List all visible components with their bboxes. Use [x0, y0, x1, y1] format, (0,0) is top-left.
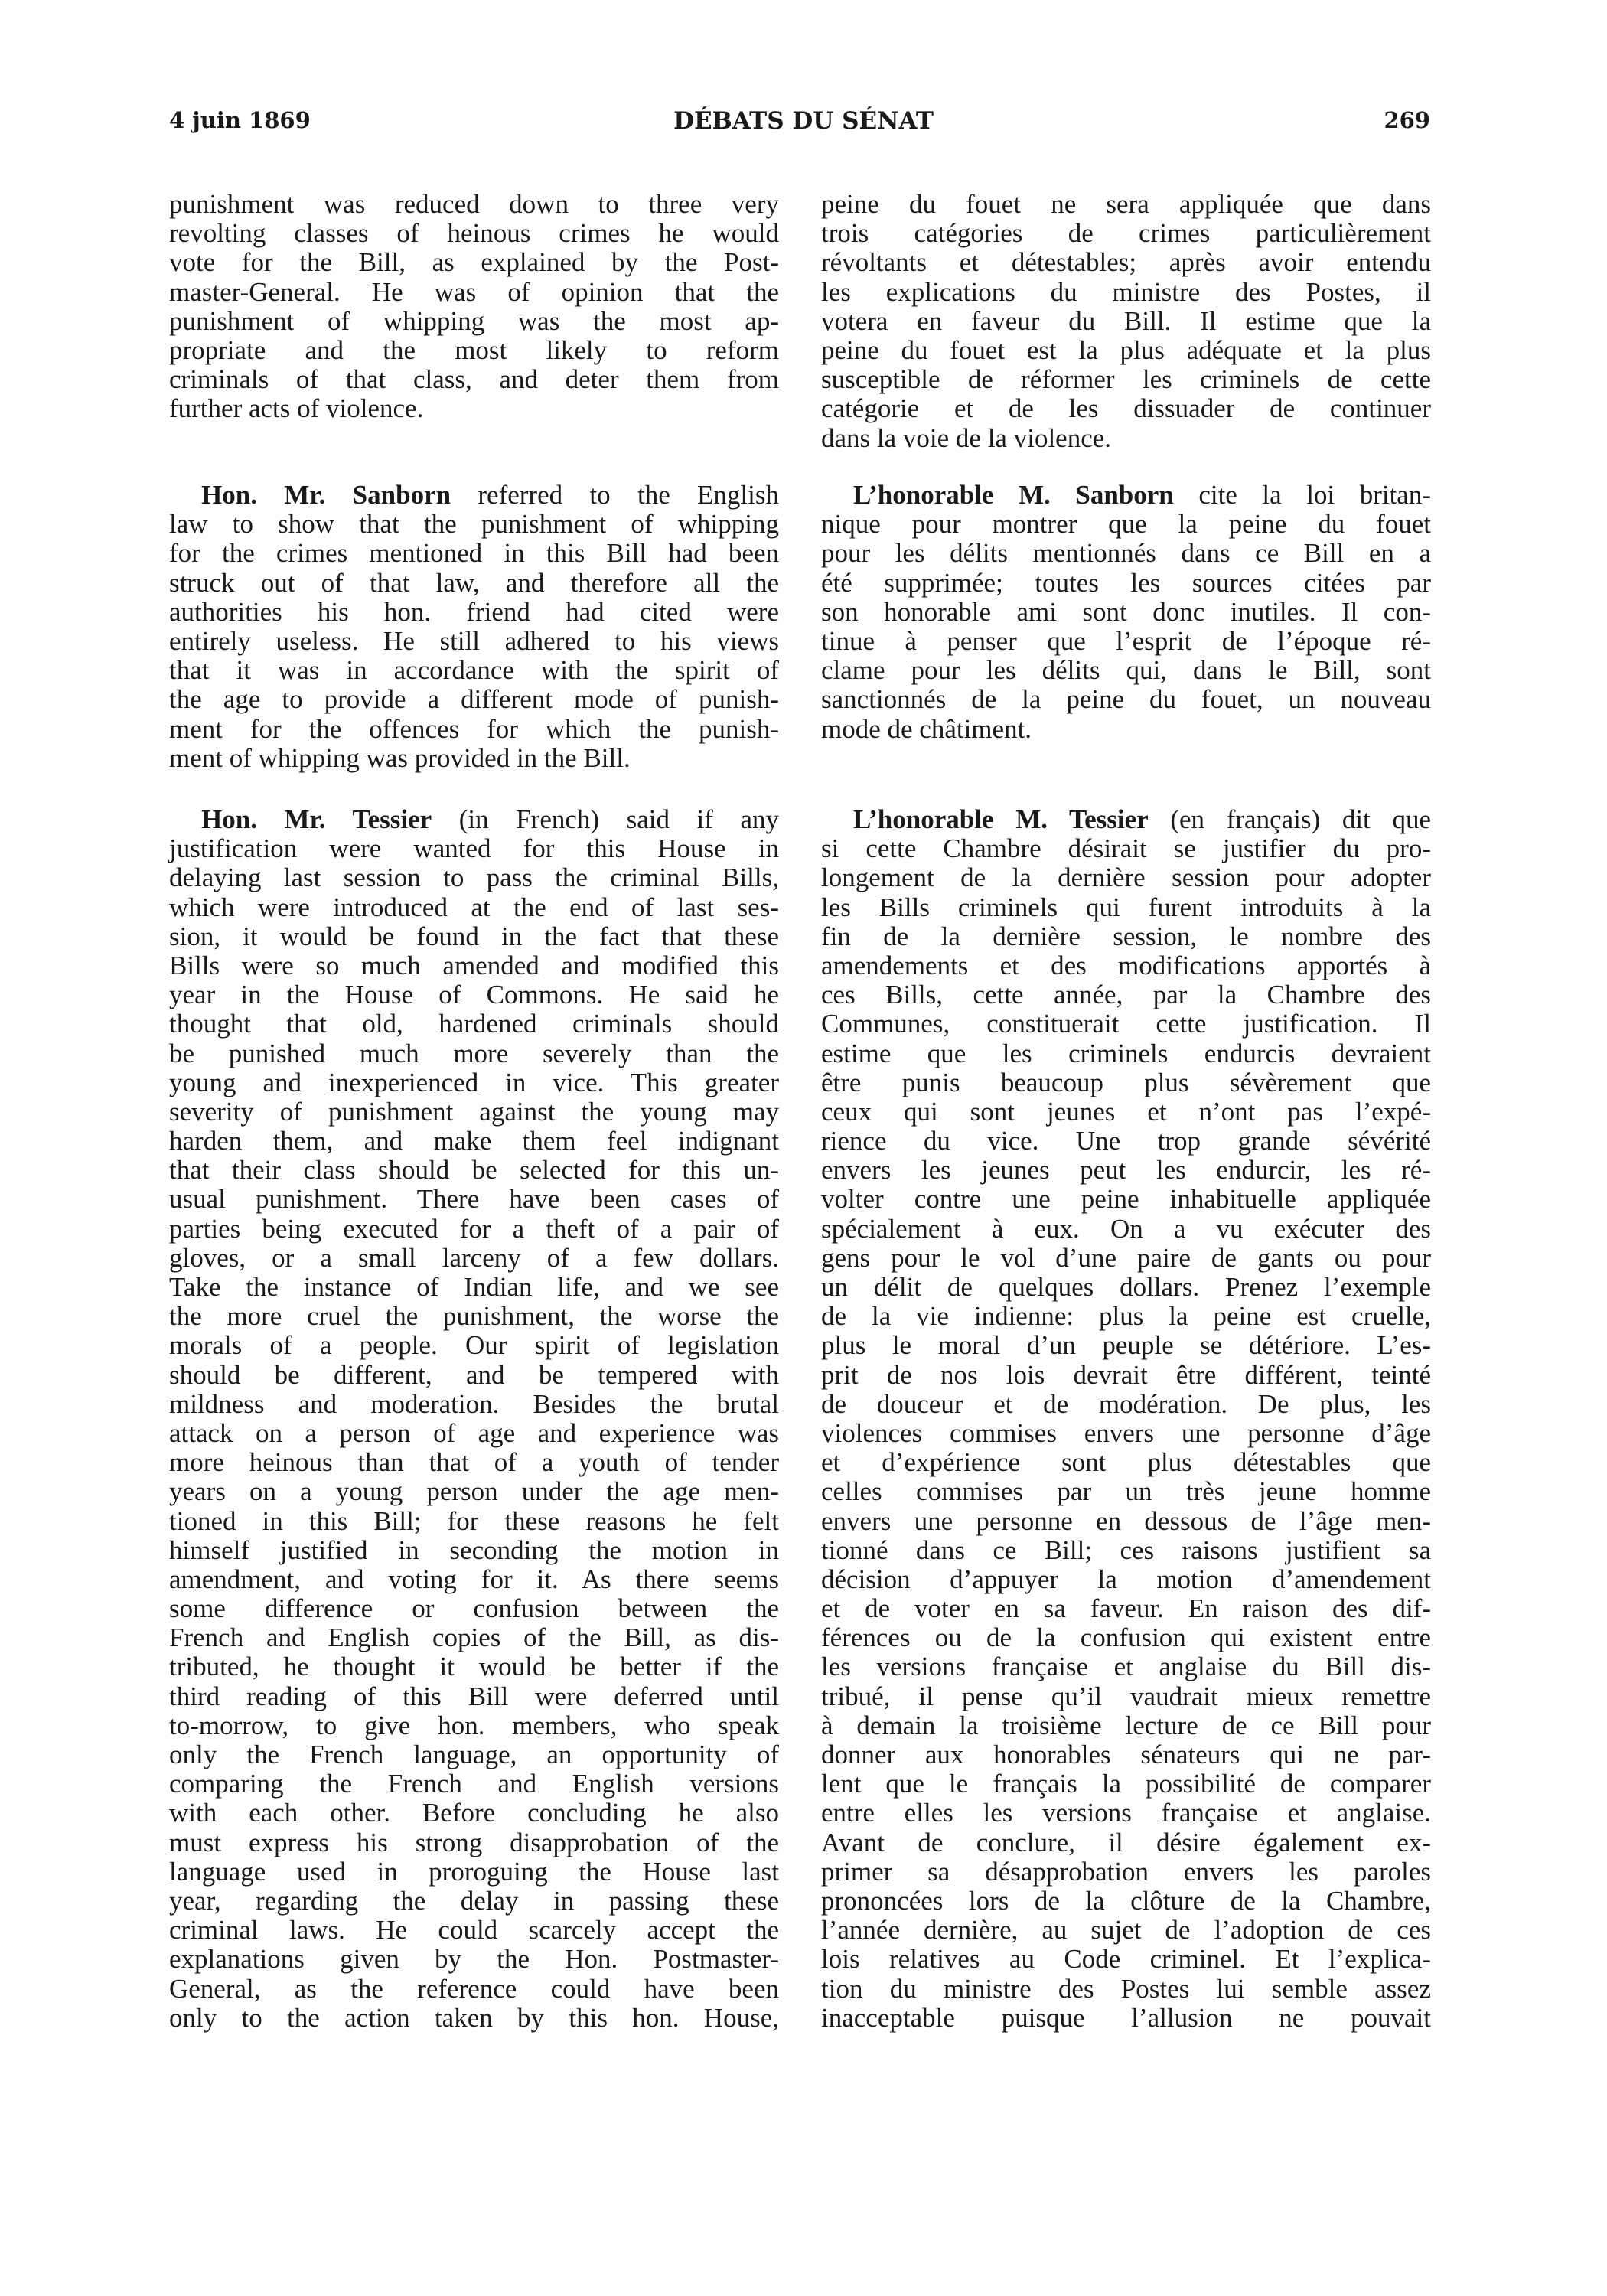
text-line: to-morrow, to give hon. members, who speak: [169, 1710, 779, 1740]
text-line: tributed, he thought it would be better if the: [169, 1652, 779, 1682]
text-line: lent que le français la possibilité de comparer: [821, 1769, 1431, 1799]
text-line: only to the action taken by this hon. House,: [169, 2002, 779, 2033]
text-line: severity of punishment against the young may: [169, 1096, 779, 1127]
text-line: must express his strong disapprobation of the: [169, 1827, 779, 1857]
text-line: vote for the Bill, as explained by the Post-: [169, 247, 779, 278]
french-paragraph: [821, 805, 1431, 2033]
text-line: punishment was reduced down to three very: [169, 189, 779, 219]
text-line: volter contre une peine inhabituelle appliquée: [821, 1184, 1431, 1215]
text-line: entre elles les versions française et anglaise.: [821, 1798, 1431, 1828]
text-line: delaying last session to pass the criminal Bills,: [169, 863, 779, 893]
text-line: son honorable ami sont donc inutiles. Il con-: [821, 596, 1431, 627]
text-line: that their class should be selected for this un-: [169, 1155, 779, 1186]
text-line: primer sa désapprobation envers les paroles: [821, 1856, 1431, 1887]
text-line: some difference or confusion between the: [169, 1593, 779, 1624]
text-line: nique pour montrer que la peine du fouet: [821, 509, 1431, 540]
text-line: férences ou de la confusion qui existent entre: [821, 1623, 1431, 1653]
text-line: être punis beaucoup plus sévèrement que: [821, 1067, 1431, 1097]
text-line: Bills were so much amended and modified this: [169, 950, 779, 980]
text-line: entirely useless. He still adhered to his views: [169, 625, 779, 656]
text-line: dans la voie de la violence.: [821, 422, 1112, 453]
speaker-name: Hon. Mr. Tessier: [201, 804, 432, 834]
text-line: master-General. He was of opinion that the: [169, 276, 779, 307]
line-text: referred to the English: [451, 480, 779, 510]
text-line: violences commises envers une personne d’âge: [821, 1417, 1431, 1448]
french-paragraph: [821, 190, 1431, 453]
text-line: de douceur et de modération. De plus, les: [821, 1388, 1431, 1419]
text-line: décision d’appuyer la motion d’amendement: [821, 1564, 1431, 1594]
text-line: les Bills criminels qui furent introduits à la: [821, 892, 1431, 922]
text-line: et d’expérience sont plus détestables que: [821, 1447, 1431, 1478]
text-line: à demain la troisième lecture de ce Bill pour: [821, 1710, 1431, 1740]
text-line: be punished much more severely than the: [169, 1038, 779, 1068]
text-line: revolting classes of heinous crimes he would: [169, 218, 779, 249]
text-line: donner aux honorables sénateurs qui ne par-: [821, 1740, 1431, 1769]
text-line: that it was in accordance with the spirit of: [169, 655, 779, 686]
text-line: spécialement à eux. On a vu exécuter des: [821, 1213, 1431, 1244]
line-text: (en français) dit que: [1148, 804, 1431, 834]
text-line: tribué, il pense qu’il vaudrait mieux remettre: [821, 1681, 1431, 1711]
text-line: mode de châtiment.: [821, 713, 1032, 744]
text-line: for the crimes mentioned in this Bill had been: [169, 538, 779, 569]
text-line: more heinous than that of a youth of tender: [169, 1447, 779, 1478]
text-line: tinue à penser que l’esprit de l’époque ré-: [821, 625, 1431, 656]
text-line: envers les jeunes peut les endurcir, les ré-: [821, 1155, 1431, 1186]
text-line: propriate and the most likely to reform: [169, 334, 779, 365]
text-line: ment of whipping was provided in the Bill.: [169, 742, 631, 773]
text-line: sanctionnés de la peine du fouet, un nouveau: [821, 684, 1431, 715]
text-line: pour les délits mentionnés dans ce Bill en a: [821, 538, 1431, 569]
text-line: struck out of that law, and therefore all the: [169, 567, 779, 598]
text-line: si cette Chambre désirait se justifier du pro-: [821, 833, 1431, 864]
text-line: envers une personne en dessous de l’âge men-: [821, 1505, 1431, 1536]
text-line: gloves, or a small larceny of a few dollars.: [169, 1242, 779, 1273]
text-line: which were introduced at the end of last ses-: [169, 892, 779, 922]
text-line: été supprimée; toutes les sources citées par: [821, 567, 1431, 598]
text-line: longement de la dernière session pour adopter: [821, 863, 1431, 893]
line-text: cite la loi britan-: [1173, 480, 1431, 510]
text-line: estime que les criminels endurcis devraient: [821, 1038, 1431, 1068]
text-line: parties being executed for a theft of a pair of: [169, 1213, 779, 1244]
text-line: sion, it would be found in the fact that these: [169, 921, 779, 951]
text-line: catégorie et de les dissuader de continuer: [821, 393, 1431, 424]
text-line: susceptible de réformer les criminels de cette: [821, 364, 1431, 395]
text-line: third reading of this Bill were deferred until: [169, 1681, 779, 1711]
speaker-name: Hon. Mr. Sanborn: [201, 480, 451, 510]
text-line: prononcées lors de la clôture de la Chambre,: [821, 1885, 1431, 1916]
text-line: prit de nos lois devrait être différent, teinté: [821, 1359, 1431, 1390]
text-line: law to show that the punishment of whipping: [169, 509, 779, 540]
english-paragraph: [169, 481, 779, 773]
text-line: clame pour les délits qui, dans le Bill, sont: [821, 655, 1431, 686]
text-line: un délit de quelques dollars. Prenez l’exemple: [821, 1272, 1431, 1302]
line-text: (in French) said if any: [432, 804, 779, 834]
text-line: Communes, constituerait cette justification. Il: [821, 1009, 1431, 1039]
text-line: should be different, and be tempered with: [169, 1359, 779, 1390]
text-line: rience du vice. Une trop grande sévérité: [821, 1126, 1431, 1156]
text-line: morals of a people. Our spirit of legislation: [169, 1330, 779, 1361]
text-line: [169, 805, 779, 834]
text-line: votera en faveur du Bill. Il estime que la: [821, 305, 1431, 336]
text-line: criminal laws. He could scarcely accept the: [169, 1915, 779, 1945]
header-title: DÉBATS DU SÉNAT: [673, 107, 934, 135]
page-number: 269: [1384, 107, 1430, 133]
text-line: explanations given by the Hon. Postmaster-: [169, 1944, 779, 1975]
text-line: ment for the offences for which the punish-: [169, 713, 779, 744]
text-line: thought that old, hardened criminals should: [169, 1009, 779, 1039]
english-paragraph: [169, 190, 779, 424]
text-line: French and English copies of the Bill, as dis-: [169, 1623, 779, 1653]
text-line: criminals of that class, and deter them from: [169, 364, 779, 395]
text-line: amendment, and voting for it. As there seems: [169, 1564, 779, 1594]
text-line: Take the instance of Indian life, and we see: [169, 1272, 779, 1302]
text-line: lois relatives au Code criminel. Et l’explica-: [821, 1944, 1431, 1975]
text-line: General, as the reference could have been: [169, 1973, 779, 2004]
text-line: fin de la dernière session, le nombre des: [821, 921, 1431, 951]
text-line: tion du ministre des Postes lui semble assez: [821, 1973, 1431, 2004]
english-paragraph: [169, 805, 779, 2033]
text-line: justification were wanted for this House in: [169, 833, 779, 864]
text-line: years on a young person under the age men-: [169, 1476, 779, 1507]
text-line: [821, 481, 1431, 510]
text-line: de la vie indienne: plus la peine est cruelle,: [821, 1301, 1431, 1332]
text-line: ces Bills, cette année, par la Chambre des: [821, 980, 1431, 1010]
text-line: l’année dernière, au sujet de l’adoption de ces: [821, 1915, 1431, 1945]
text-line: young and inexperienced in vice. This greater: [169, 1067, 779, 1097]
text-line: [821, 805, 1431, 834]
text-line: amendements et des modifications apportés à: [821, 950, 1431, 980]
text-line: Avant de conclure, il désire également ex-: [821, 1827, 1431, 1857]
text-line: tionné dans ce Bill; ces raisons justifient sa: [821, 1534, 1431, 1565]
text-line: plus le moral d’un peuple se détériore. L’es-: [821, 1330, 1431, 1361]
text-line: attack on a person of age and experience was: [169, 1417, 779, 1448]
text-line: ceux qui sont jeunes et n’ont pas l’expé-: [821, 1096, 1431, 1127]
text-line: authorities his hon. friend had cited were: [169, 596, 779, 627]
text-line: peine du fouet est la plus adéquate et la plus: [821, 334, 1431, 365]
text-line: the more cruel the punishment, the worse the: [169, 1301, 779, 1332]
text-line: only the French language, an opportunity of: [169, 1740, 779, 1769]
text-line: peine du fouet ne sera appliquée que dans: [821, 189, 1431, 219]
header-date: 4 juin 1869: [169, 107, 311, 133]
text-line: les explications du ministre des Postes, il: [821, 276, 1431, 307]
text-line: language used in proroguing the House last: [169, 1856, 779, 1887]
text-line: further acts of violence.: [169, 393, 424, 424]
text-line: punishment of whipping was the most ap-: [169, 305, 779, 336]
text-line: gens pour le vol d’une paire de gants ou pour: [821, 1242, 1431, 1273]
speaker-name: L’honorable M. Sanborn: [853, 480, 1174, 510]
text-line: harden them, and make them feel indignant: [169, 1126, 779, 1156]
text-line: révoltants et détestables; après avoir entendu: [821, 247, 1431, 278]
speaker-name: L’honorable M. Tessier: [853, 804, 1149, 834]
text-line: year, regarding the delay in passing these: [169, 1885, 779, 1916]
text-line: usual punishment. There have been cases of: [169, 1184, 779, 1215]
text-line: inacceptable puisque l’allusion ne pouvait: [821, 2002, 1431, 2033]
text-line: celles commises par un très jeune homme: [821, 1476, 1431, 1507]
text-line: et de voter en sa faveur. En raison des dif-: [821, 1593, 1431, 1624]
text-line: les versions française et anglaise du Bill dis-: [821, 1652, 1431, 1682]
text-line: [169, 481, 779, 510]
text-line: himself justified in seconding the motion in: [169, 1534, 779, 1565]
text-line: trois catégories de crimes particulièrement: [821, 218, 1431, 249]
text-line: year in the House of Commons. He said he: [169, 980, 779, 1010]
text-line: tioned in this Bill; for these reasons he felt: [169, 1505, 779, 1536]
french-paragraph: [821, 481, 1431, 744]
text-line: the age to provide a different mode of punish-: [169, 684, 779, 715]
text-line: with each other. Before concluding he also: [169, 1798, 779, 1828]
text-line: comparing the French and English versions: [169, 1769, 779, 1799]
text-line: mildness and moderation. Besides the brutal: [169, 1388, 779, 1419]
